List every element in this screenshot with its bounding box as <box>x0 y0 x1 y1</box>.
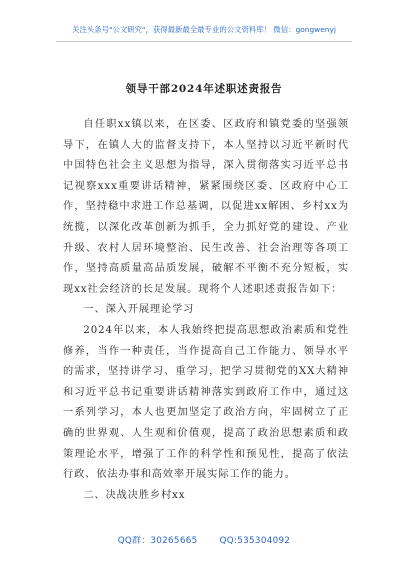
document-body <box>63 115 349 506</box>
section-heading-2: 二、决战决胜乡村xx <box>83 489 186 501</box>
header-divider <box>56 41 352 42</box>
qq-text: QQ:535304092 <box>219 536 291 546</box>
document-title: 领导干部2024年述职述责报告 <box>125 83 283 95</box>
intro-paragraph: 自任职xx镇以来，在区委、区政府和镇党委的坚强领导下，在镇人大的监督支持下，本人坚持以习近平新时代中国特色社会主义思想为指导，深入贯彻落实习近平总书记视察xxx重要讲话精神，紧紧围绕区委、区政府中心工作，坚持稳中求进工作总基调，以促进xx解困、乡村xx为统揽，以深化改革创新为抓手，全力抓好党的建设、产业升级、农村人居环境整治、民生改善、社会治理等各项工作，坚持高质量高品质发展，破解不平衡不充分短板，实现xx社会经济的长足发展。现将个人述职述责报告如下： <box>63 119 349 295</box>
section-heading-1: 一、深入开展理论学习 <box>83 304 195 316</box>
footer-contact <box>0 533 408 546</box>
header-banner: 关注头条号"公文研究"，获得最新最全最专业的公文资料库！ 微信：gongwenyj <box>72 25 336 34</box>
qq-group-text: QQ群：30265665 <box>117 536 198 546</box>
section-1-paragraph: 2024年以来，本人我始终把提高思想政治素质和党性修养，当作一种责任，当作提高自己工作能力、领导水平的需求，坚持讲学习、重学习，把学习贯彻党的XX大精神和习近平总书记重要讲话精神落实到政府工作中，通过这一系列学习，本人也更加坚定了政治方向，牢固树立了正确的世界观、人生观和价值观，提高了政治思想素质和政策理论水平，增强了工作的科学性和预见性，提高了依法行政、依法办事和高效率开展实际工作的能力。 <box>63 324 349 481</box>
